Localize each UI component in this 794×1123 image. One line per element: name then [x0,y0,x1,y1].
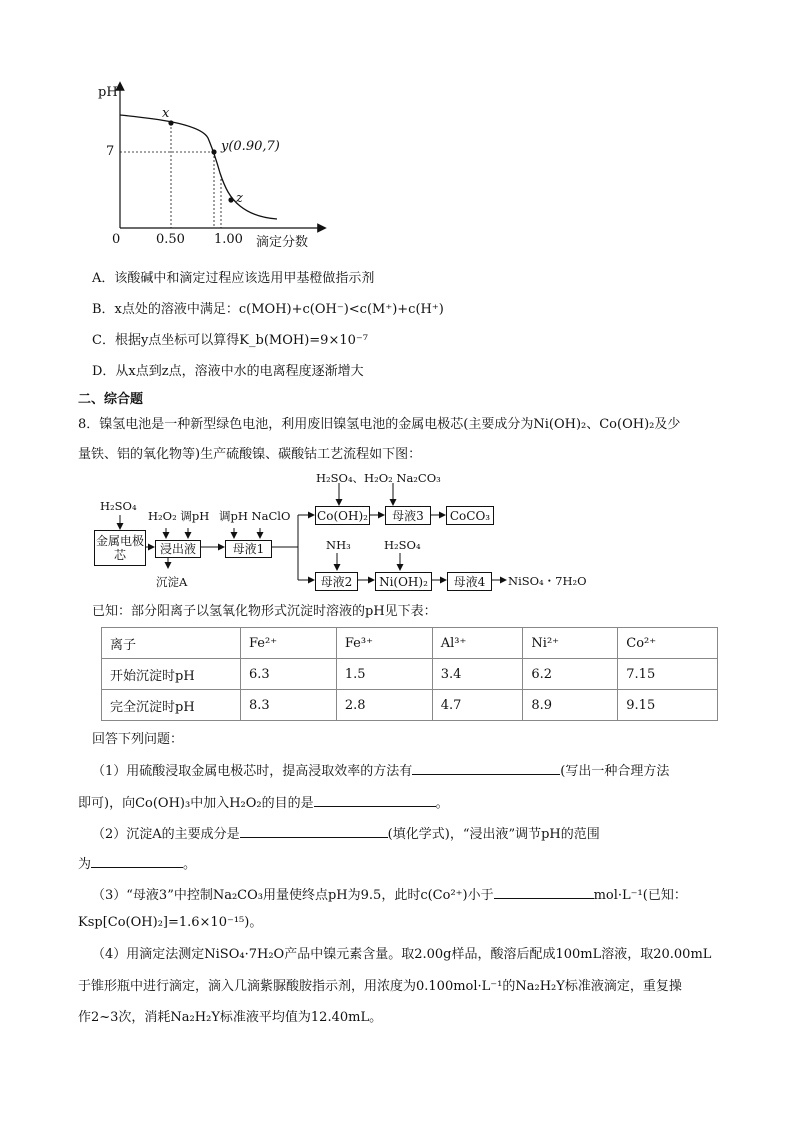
option-a: A．该酸碱中和滴定过程应该选用甲基橙做指示剂 [92,271,375,286]
part-2-text-b: (填化学式)，“浸出液”调节pH的范围 [387,827,600,842]
product-niso4: NiSO₄・7H₂O [508,574,587,588]
table-cell: 4.7 [432,690,523,721]
x-axis-label: 滴定分数 [256,235,309,250]
part-2-line1 [92,823,600,844]
x-tick-0: 0 [112,232,121,247]
table-cell: Co²⁺ [618,628,718,659]
x-tick-050: 0.50 [156,232,185,247]
part-3-text-b: mol·L⁻¹(已知： [593,888,687,903]
table-cell: 1.5 [336,659,432,690]
box-electrode-core: 金属电极芯 [94,530,146,566]
table-cell: 8.9 [523,690,618,721]
table-cell: Fe³⁺ [336,628,432,659]
process-flowchart [88,468,608,598]
reagent-h2so4: H₂SO₄ [100,499,137,513]
point-x-label: x [162,106,170,121]
table-cell: 2.8 [336,690,432,721]
table-cell: 开始沉淀时pH [102,659,241,690]
part-4-line2: 于锥形瓶中进行滴定，滴入几滴紫脲酸胺指示剂，用浓度为0.100mol·L⁻¹的Na₂H₂Y标准液滴定，重复操 [78,979,682,994]
reagent-ph-naclo: 调pH NaClO [219,509,291,523]
reagent-h2so4-b: H₂SO₄ [384,538,421,552]
answer-blank-2b[interactable] [91,853,183,868]
y-tick-7: 7 [106,144,115,159]
part-2-line2 [78,853,196,874]
table-cell: 8.3 [241,690,337,721]
option-b: B．x点处的溶液中满足：c(MOH)+c(OH⁻)<c(M⁺)+c(H⁺) [92,302,444,317]
box-mother-liquor-2: 母液2 [315,572,358,591]
table-cell: 离子 [102,628,241,659]
box-mother-liquor-3: 母液3 [385,506,431,525]
table-row [102,690,718,721]
answer-blank-1b[interactable] [314,792,436,807]
option-c: C．根据y点坐标可以算得K_b(MOH)=9×10⁻⁷ [92,333,368,348]
precipitation-ph-table [101,627,718,721]
point-y-label: y(0.90,7) [221,139,280,154]
table-cell: 6.2 [523,659,618,690]
box-mother-liquor-1: 母液1 [225,540,272,558]
reagent-nh3: NH₃ [326,538,351,552]
section-heading: 二、综合题 [78,392,144,407]
reagent-top: H₂SO₄、H₂O₂ Na₂CO₃ [316,471,441,485]
box-mother-liquor-4: 母液4 [447,572,492,591]
box-leach-solution: 浸出液 [155,540,201,558]
point-y-marker [211,149,216,154]
y-axis-label: pH [98,85,118,100]
titration-graph [90,78,350,258]
table-cell: 7.15 [618,659,718,690]
box-nioh2: Ni(OH)₂ [375,572,432,591]
table-header-row [102,628,718,659]
table-cell: 6.3 [241,659,337,690]
box-cooh2: Co(OH)₂ [315,506,370,525]
q8-stem-line2: 量铁、铝的氧化物等)生产硫酸镍、碳酸钴工艺流程如下图： [78,447,422,462]
table-cell: 9.15 [618,690,718,721]
table-cell: Ni²⁺ [523,628,618,659]
titration-curve [120,115,277,219]
part-1-text-a: （1）用硫酸浸取金属电极芯时，提高浸取效率的方法有 [92,764,413,779]
known-statement: 已知：部分阳离子以氢氧化物形式沉淀时溶液的pH见下表： [92,604,437,619]
reagent-h2o2-ph: H₂O₂ 调pH [148,509,210,523]
part-4-line3: 作2~3次，消耗Na₂H₂Y标准液平均值为12.40mL。 [78,1010,383,1025]
answer-blank-1a[interactable] [412,760,560,775]
part-1-text-c: 即可)，向Co(OH)₃中加入H₂O₂的目的是 [78,796,314,811]
q8-stem-line1: 8．镍氢电池是一种新型绿色电池，利用废旧镍氢电池的金属电极芯(主要成分为Ni(OH)₂、Co(OH)₂及少 [78,417,681,432]
part-2-text-c: 为 [78,857,92,872]
part-3-text-a: （3）“母液3”中控制Na₂CO₃用量使终点pH为9.5，此时c(Co²⁺)小于 [92,888,494,903]
part-2-text-a: （2）沉淀A的主要成分是 [92,827,240,842]
precipitate-a: 沉淀A [156,575,188,589]
table-cell: Al³⁺ [432,628,523,659]
part-3-line1 [92,884,687,905]
part-2-text-d: 。 [183,857,197,872]
table-cell: 3.4 [432,659,523,690]
part-4-line1: （4）用滴定法测定NiSO₄·7H₂O产品中镍元素含量。取2.00g样品，酸溶后配成100mL溶液，取20.00mL [92,947,712,962]
option-d: D．从x点到z点，溶液中水的电离程度逐渐增大 [92,364,364,379]
table-cell: Fe²⁺ [241,628,337,659]
table-row [102,659,718,690]
x-tick-100: 1.00 [214,232,243,247]
answer-blank-3[interactable] [494,884,594,899]
box-coco3: CoCO₃ [446,506,494,525]
part-1-text-d: 。 [435,796,449,811]
part-1-line1 [92,760,669,781]
point-z-marker [228,197,233,202]
part-1-text-b: (写出一种合理方法 [560,764,670,779]
point-z-label: z [236,191,243,206]
part-3-line2: Ksp[Co(OH)₂]=1.6×10⁻¹⁵)。 [78,915,263,930]
part-1-line2 [78,792,449,813]
table-cell: 完全沉淀时pH [102,690,241,721]
answer-prompt: 回答下列问题： [92,732,184,747]
answer-blank-2a[interactable] [240,823,388,838]
